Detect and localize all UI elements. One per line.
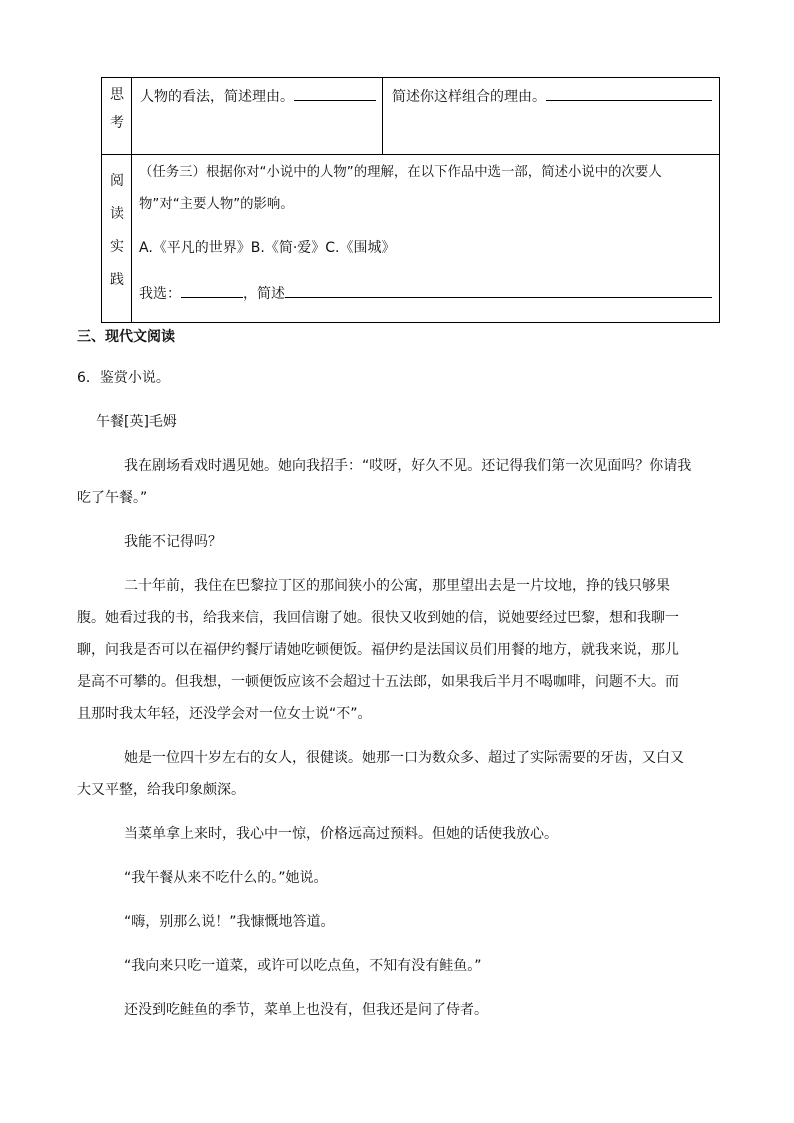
describe-blank[interactable] (285, 283, 712, 298)
think-right-cell (392, 86, 712, 106)
choose-label: 我选： (139, 286, 181, 302)
paragraph-2-line: 我能不记得吗？ (124, 534, 222, 550)
answer-blank[interactable] (294, 86, 376, 101)
paragraph-1-line: 我在剧场看戏时遇见她。她向我招手：“哎呀，好久不见。还记得我们第一次见面吗？你请我 (124, 458, 692, 474)
paragraph-3-line: 二十年前，我住在巴黎拉丁区的那间狭小的公寓，那里望出去是一片坟地，挣的钱只够果 (124, 578, 670, 594)
think-left-text: 人物的看法，简述理由。 (140, 89, 294, 105)
table-border-left (101, 77, 102, 323)
book-options: A.《平凡的世界》B.《简·爱》C.《围城》 (139, 240, 396, 256)
paragraph-3-line: 聊，问我是否可以在福伊约餐厅请她吃顿便饭。福伊约是法国议员们用餐的地方，就我来说，那儿 (77, 642, 679, 658)
table-column-divider (382, 77, 383, 155)
paragraph-4-line: 大又平整，给我印象颇深。 (77, 782, 245, 798)
task-three-line1: （任务三）根据你对“小说中的人物”的理解，在以下作品中选一部，简述小说中的次要人 (139, 165, 662, 180)
task-three-line2: 物”对“主要人物”的影响。 (139, 197, 294, 212)
section-heading: 三、现代文阅读 (77, 329, 175, 345)
row-label-char: 思 (110, 87, 124, 103)
row-label-char: 实 (110, 239, 124, 255)
choose-line (139, 283, 712, 303)
think-left-cell (140, 86, 376, 106)
paragraph-6-line: “我午餐从来不吃什么的。”她说。 (124, 870, 328, 886)
paragraph-3-line: 且那时我太年轻，还没学会对一位女士说“不”。 (77, 706, 372, 722)
story-title: 午餐[英]毛姆 (96, 414, 177, 430)
table-row-divider (101, 154, 720, 155)
row-label-char: 践 (110, 272, 124, 288)
paragraph-3-line: 是高不可攀的。但我想，一顿便饭应该不会超过十五法郎，如果我后半月不喝咖啡，问题不大。而 (77, 674, 679, 690)
paragraph-7-line: “嗨，别那么说！”我慷慨地答道。 (124, 914, 335, 930)
think-right-text: 简述你这样组合的理由。 (392, 89, 546, 105)
choice-blank[interactable] (181, 283, 243, 298)
paragraph-8-line: “我向来只吃一道菜，或许可以吃点鱼，不知有没有鲑鱼。” (124, 958, 482, 974)
row-label-char: 阅 (110, 173, 124, 189)
describe-label: ，简述 (243, 286, 285, 302)
question-number: 6．鉴赏小说。 (77, 370, 170, 386)
paragraph-1-line: 吃了午餐。” (77, 490, 148, 506)
row-label-char: 读 (110, 206, 124, 222)
paragraph-5-line: 当菜单拿上来时，我心中一惊，价格远高过预料。但她的话使我放心。 (124, 826, 558, 842)
table-label-divider (131, 77, 132, 323)
paragraph-4-line: 她是一位四十岁左右的女人，很健谈。她那一口为数众多、超过了实际需要的牙齿，又白又 (124, 750, 684, 766)
row-label-char: 考 (110, 115, 124, 131)
paragraph-3-line: 腹。她看过我的书，给我来信，我回信谢了她。很快又收到她的信，说她要经过巴黎，想和我聊一 (77, 610, 679, 626)
paragraph-9-line: 还没到吃鲑鱼的季节，菜单上也没有，但我还是问了侍者。 (124, 1002, 488, 1018)
answer-blank[interactable] (546, 86, 712, 101)
table-border-right (719, 77, 720, 323)
table-border-bottom (101, 322, 720, 323)
table-border-top (101, 77, 720, 78)
reading-task-table (101, 77, 720, 323)
